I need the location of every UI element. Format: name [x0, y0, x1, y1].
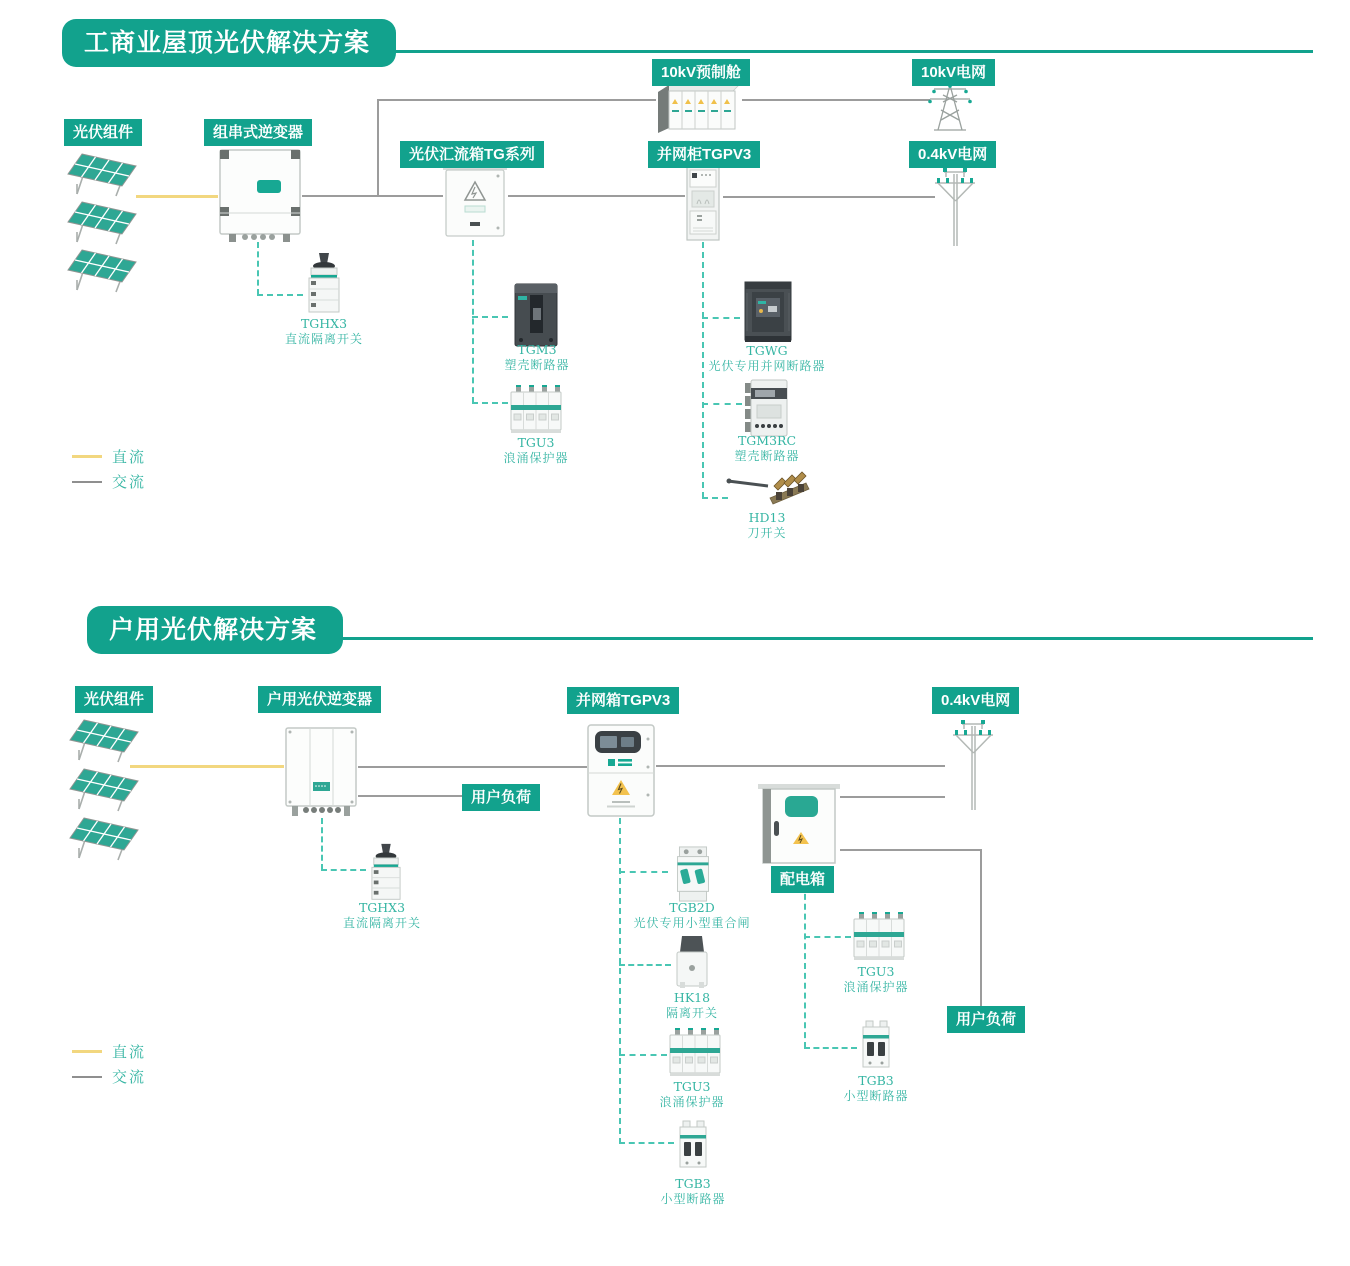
tap-gridbox-down: [619, 818, 621, 1144]
tap-combiner-tgu3: [472, 402, 508, 404]
dc-line-swatch: [72, 455, 102, 458]
tghx3-label-2: TGHX3 直流隔离开关: [342, 900, 421, 930]
ac-line-to-cabin: [377, 99, 656, 101]
grid-box-image: [586, 723, 656, 823]
badge-grid-04kv-1: 0.4kV电网: [909, 141, 996, 168]
distribution-box-image: [758, 780, 840, 873]
badge-res-inverter: 户用光伏逆变器: [258, 686, 381, 713]
tap-combiner-tgm3: [472, 316, 508, 318]
residential-inverter-image: [284, 726, 358, 825]
ac-line-distbox-right: [840, 849, 982, 851]
tgwg-breaker-image: [740, 279, 796, 350]
dc-line-panels-to-inverter-1: [136, 195, 218, 198]
tap-resinverter-tghx3: [321, 869, 366, 871]
section2-title-underline: [320, 637, 1313, 640]
hd13-label: HD13 刀开关: [747, 510, 787, 540]
badge-user-load-right: 用户负荷: [947, 1006, 1025, 1033]
ac-line-inverter-to-load: [358, 795, 462, 797]
ac-line-gridbox-to-grid04: [656, 765, 945, 767]
dc-legend-text: 直流: [112, 1043, 147, 1061]
pv-panel-icon: [68, 716, 142, 769]
tgb3-label-mid: TGB3 小型断路器: [660, 1176, 726, 1206]
utility-pole-icon-2: [950, 718, 996, 817]
badge-grid-box: 并网箱TGPV3: [567, 687, 679, 714]
ac-line-cabinet-to-grid04: [723, 196, 935, 198]
tap-gridbox-tgb3: [619, 1142, 674, 1144]
dc-line-panels-to-inverter-2: [130, 765, 284, 768]
ac-line-distbox-to-pole: [840, 796, 945, 798]
tgb3-label-right: TGB3 小型断路器: [843, 1073, 909, 1103]
section1-title: 工商业屋顶光伏解决方案: [62, 19, 396, 67]
badge-grid-cabinet: 并网柜TGPV3: [648, 141, 760, 168]
tgu3-spd-image: [507, 383, 565, 440]
tgb2d-recloser-image: [667, 845, 719, 908]
tap-inverter-down: [257, 242, 259, 295]
ac-line-down-to-load: [980, 849, 982, 1006]
tghx3-switch-image-2: [364, 842, 408, 909]
legend-dc-2: [72, 1041, 146, 1062]
tghx3-label-1: TGHX3 直流隔离开关: [284, 316, 363, 346]
prefab-cabin-image: [653, 79, 741, 140]
hk18-label: HK18 隔离开关: [665, 990, 718, 1020]
tgm3-label: TGM3 塑壳断路器: [504, 342, 570, 372]
ac-line-swatch: [72, 481, 102, 483]
badge-prefab-cabin: 10kV预制舱: [652, 59, 750, 86]
tap-distbox-down: [804, 884, 806, 1048]
tap-gridbox-tgb2d: [619, 871, 668, 873]
tgb3-mcb-image-mid: [673, 1119, 713, 1178]
dc-line-swatch: [72, 1050, 102, 1053]
badge-user-load-left: 用户负荷: [462, 784, 540, 811]
pv-panel-icon: [66, 198, 140, 251]
ac-legend-text: 交流: [112, 1068, 147, 1086]
ac-line-inverter-to-gridbox: [358, 766, 587, 768]
tgb3-mcb-image-right: [856, 1019, 896, 1078]
tap-cabinet-tgm3rc: [702, 403, 742, 405]
legend-ac-2: [72, 1066, 146, 1087]
legend-dc-1: [72, 446, 146, 467]
tghx3-switch-image: [302, 251, 346, 322]
tgm3rc-label: TGM3RC 塑壳断路器: [734, 433, 800, 463]
tap-resinverter-down: [321, 818, 323, 870]
legend-ac-1: [72, 471, 146, 492]
pv-panel-icon: [66, 150, 140, 203]
utility-pole-icon: [932, 166, 978, 253]
ac-line-swatch: [72, 1076, 102, 1078]
badge-pv-modules-2: 光伏组件: [75, 686, 153, 713]
badge-combiner-box: 光伏汇流箱TG系列: [400, 141, 544, 168]
tgwg-label: TGWG 光伏专用并网断路器: [708, 343, 826, 373]
ac-line-inverter-to-combiner: [302, 195, 443, 197]
tgu3-spd-image-right: [850, 910, 908, 967]
badge-pv-modules-1: 光伏组件: [64, 119, 142, 146]
tap-combiner-down: [472, 240, 474, 403]
badge-string-inverter: 组串式逆变器: [204, 119, 312, 146]
hk18-isolator-image: [670, 934, 714, 995]
tap-distbox-tgu3: [804, 936, 851, 938]
pv-panel-icon: [68, 814, 142, 867]
tgu3-label-1: TGU3 浪涌保护器: [503, 435, 569, 465]
ac-line-cabin-to-grid10: [742, 99, 930, 101]
ac-legend-text: 交流: [112, 473, 147, 491]
badge-grid-10kv: 10kV电网: [912, 59, 995, 86]
pv-panel-icon: [68, 765, 142, 818]
ac-line-combiner-to-cabinet: [508, 195, 685, 197]
dc-legend-text: 直流: [112, 448, 147, 466]
tap-distbox-tgb3: [804, 1047, 857, 1049]
combiner-box-image: [442, 162, 508, 247]
section1-title-underline: [330, 50, 1313, 53]
tgu3-spd-image-mid: [666, 1026, 724, 1083]
tgb2d-label: TGB2D 光伏专用小型重合闸: [633, 900, 751, 930]
tap-cabinet-tgwg: [702, 317, 740, 319]
string-inverter-image: [217, 147, 303, 248]
badge-dist-box: 配电箱: [771, 866, 834, 893]
badge-grid-04kv-2: 0.4kV电网: [932, 687, 1019, 714]
grid-cabinet-image: [685, 164, 721, 247]
tap-gridbox-tgu3: [619, 1054, 667, 1056]
tgu3-label-right: TGU3 浪涌保护器: [843, 964, 909, 994]
ac-branch-up: [377, 99, 379, 197]
tap-gridbox-hk18: [619, 964, 671, 966]
tap-inverter-tghx3: [257, 294, 303, 296]
tgu3-label-mid: TGU3 浪涌保护器: [659, 1079, 725, 1109]
pv-panel-icon: [66, 246, 140, 299]
section2-title: 户用光伏解决方案: [87, 606, 343, 654]
